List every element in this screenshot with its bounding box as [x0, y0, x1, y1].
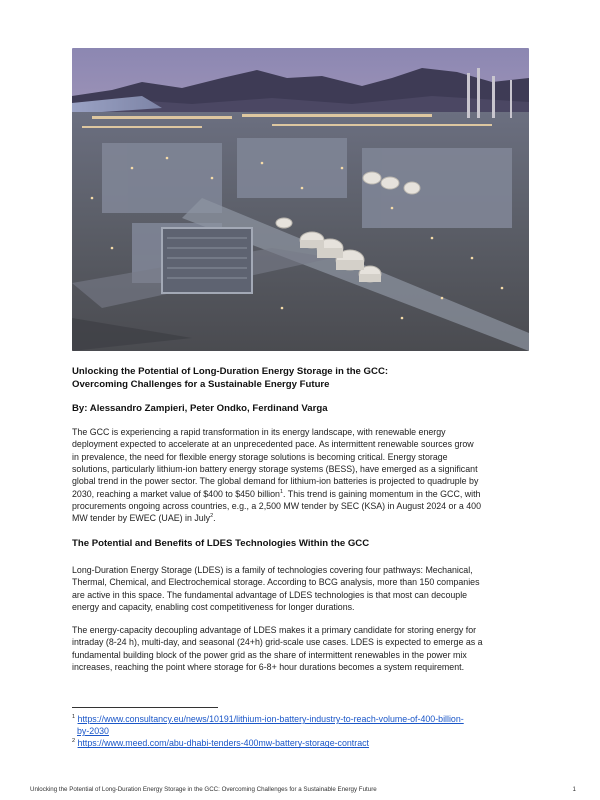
- paragraph-decoupling: [72, 624, 534, 673]
- text-fragment: 2030, reaching a market value of $400 to $450 billion: [72, 488, 280, 499]
- footnote-link[interactable]: by-2030: [77, 726, 109, 737]
- paragraph-intro: [72, 426, 534, 525]
- text-line: intraday (8-24 h), multi-day, and seasonal (24+h) grid-scale use cases. LDES is expected to emerge as a: [72, 637, 483, 648]
- text-line: [72, 512, 534, 524]
- text-line: energy and capacity, enabling cost competitiveness for longer durations.: [72, 602, 355, 613]
- title-line: Unlocking the Potential of Long-Duration Energy Storage in the GCC:: [72, 366, 389, 377]
- text-line: deployment expected to accelerate at an unprecedented pace. As intermittent renewable sources grow: [72, 439, 474, 450]
- text-line: fundamental building block of the power grid as the share of intermittent renewables in the power mix: [72, 649, 467, 660]
- text-line: solutions, particularly lithium-ion battery energy storage systems (BESS), have emerged as a significant: [72, 464, 478, 475]
- footnote-2: [72, 737, 534, 749]
- document-title: [72, 365, 532, 391]
- footnote-ref[interactable]: 2: [210, 513, 214, 520]
- text-line: The GCC is experiencing a rapid transformation in its energy landscape, with renewable energy: [72, 427, 446, 437]
- footnote-1-continued: [72, 725, 534, 737]
- hero-image: [72, 48, 529, 351]
- title-line: Overcoming Challenges for a Sustainable Energy Future: [72, 379, 330, 390]
- text-line: [72, 488, 534, 500]
- text-line: Thermal, Chemical, and Electrochemical storage. According to BCG analysis, more than 150 companies: [72, 577, 480, 588]
- text-fragment: MW tender by EWEC (UAE) in July: [72, 513, 211, 524]
- footnote-1: [72, 713, 534, 725]
- footer-title: Unlocking the Potential of Long-Duration Energy Storage in the GCC: Overcoming Challenges for a Sustainable Energy Future: [30, 786, 377, 793]
- footnote-link[interactable]: https://www.consultancy.eu/news/10191/lithium-ion-battery-industry-to-reach-volume-of-400-billion-: [77, 714, 464, 724]
- footnote-number: 2: [72, 738, 76, 745]
- text-fragment: .: [213, 513, 216, 524]
- text-fragment: . This trend is gaining momentum in the GCC, with: [283, 488, 481, 499]
- text-line: in prevalence, the need for flexible energy storage solutions is becoming critical. Energy storage: [72, 451, 448, 462]
- text-line: global trend in the power sector. The global demand for lithium-ion batteries is projected to quadruple by: [72, 476, 479, 487]
- footnotes: [72, 713, 534, 750]
- section-heading: The Potential and Benefits of LDES Technologies Within the GCC: [72, 538, 370, 549]
- text-line: increases, reaching the point where storage for 6-8+ hour durations becomes a system requirement.: [72, 662, 465, 673]
- footnote-divider: [72, 707, 218, 708]
- author-byline: By: Alessandro Zampieri, Peter Ondko, Ferdinand Varga: [72, 403, 328, 414]
- footnote-ref[interactable]: 1: [279, 488, 284, 495]
- footnote-number: 1: [72, 714, 76, 721]
- footnote-link[interactable]: https://www.meed.com/abu-dhabi-tenders-400mw-battery-storage-contract: [77, 738, 370, 749]
- text-line: procurements ongoing across countries, e.g., a 2,500 MW tender by SEC (KSA) in August 2024 or a 400: [72, 501, 482, 512]
- page-number: 1: [572, 786, 576, 793]
- text-line: The energy-capacity decoupling advantage of LDES makes it a primary candidate for storing energy for: [72, 625, 477, 635]
- text-line: are active in this space. The fundamental advantage of LDES technologies is that most can decouple: [72, 589, 468, 600]
- paragraph-ldes: [72, 564, 534, 613]
- text-line: Long-Duration Energy Storage (LDES) is a family of technologies covering four pathways: Mechanical,: [72, 565, 473, 575]
